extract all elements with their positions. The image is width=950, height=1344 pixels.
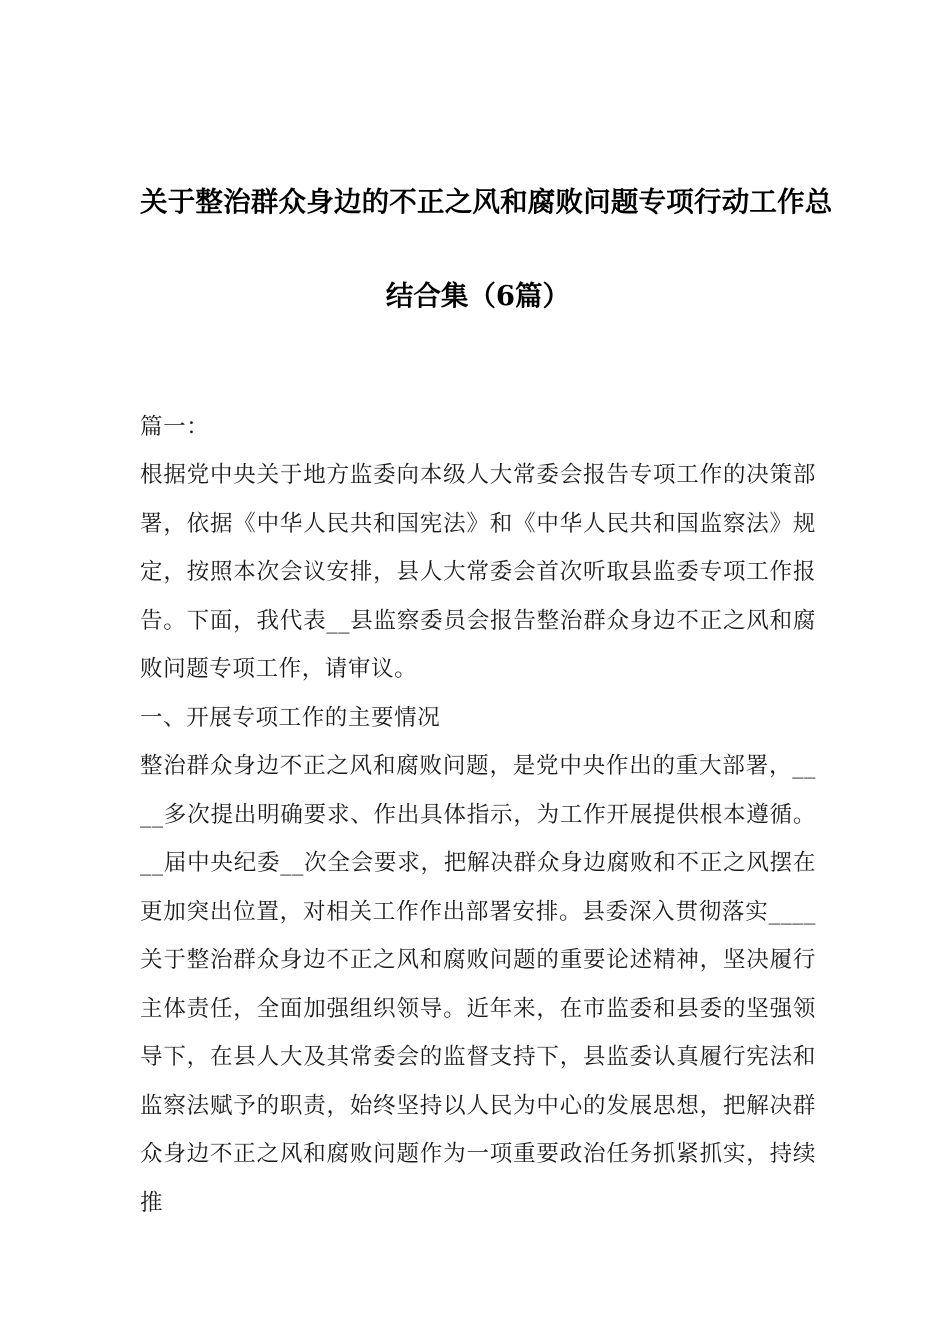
- section-label-pian-yi: 篇一：: [140, 413, 210, 440]
- document-body: [140, 311, 816, 1228]
- document-title-line-1: 关于整治群众身边的不正之风和腐败问题专项行动工作总: [140, 186, 833, 218]
- paragraph-main-situation: 整治群众身边不正之风和腐败问题，是党中央作出的重大部署，____多次提出明确要求、作出具体指示，为工作开展提供根本遵循。__届中央纪委__次全会要求，把解决群众身边腐败和不正之风摆在更加突出位置，对相关工作作出部署安排。县委深入贯彻落实____关于整治群众身边不正之风和腐败问题的重要论述精神，坚决履行主体责任，全面加强组织领导。近年来，在市监委和县委的坚强领导下，在县人大及其常委会的监督支持下，县监委认真履行宪法和监察法赋予的职责，始终坚持以人民为中心的发展思想，把解决群众身边不正之风和腐败问题作为一项重要政治任务抓紧抓实，持续推: [140, 753, 816, 1216]
- heading-section-one: 一、开展专项工作的主要情况: [140, 704, 441, 731]
- document-title-line-2: 结合集（6篇）: [385, 280, 571, 312]
- document-content: [140, 0, 833, 1227]
- paragraph-intro: 根据党中央关于地方监委向本级人大常委会报告专项工作的决策部署，依据《中华人民共和国宪法》和《中华人民共和国监察法》规定，按照本次会议安排，县人大常委会首次听取县监委专项工作报告。下面，我代表__县监察委员会报告整治群众身边不正之风和腐败问题专项工作，请审议。: [140, 462, 816, 682]
